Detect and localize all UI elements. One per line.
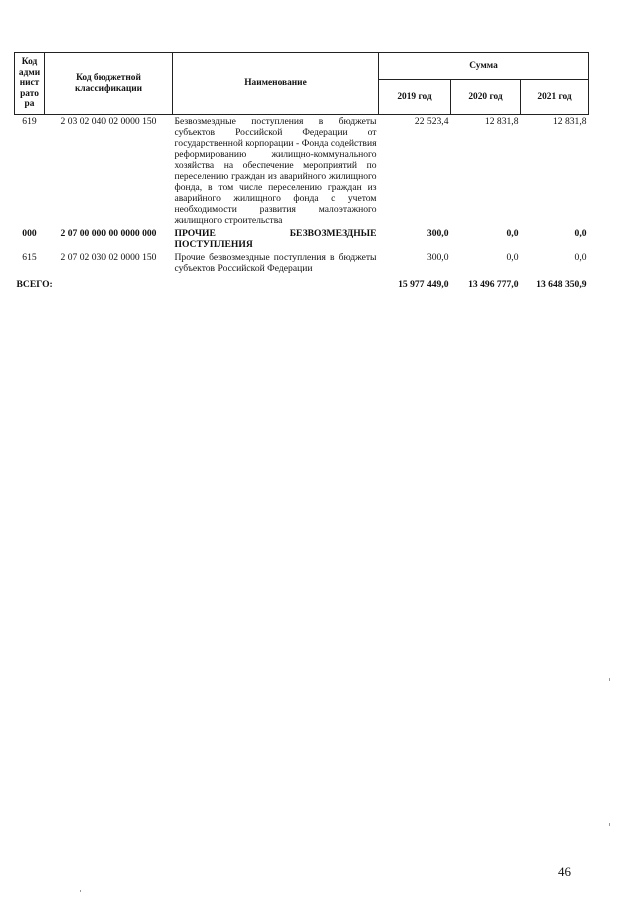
table-row xyxy=(15,115,589,228)
value-2021-cell: 12 831,8 xyxy=(552,116,587,127)
value-2021-cell: 0,0 xyxy=(574,252,587,263)
total-label: ВСЕГО: xyxy=(16,279,53,290)
name-header: Наименование xyxy=(173,53,379,115)
page-number: 46 xyxy=(558,864,571,879)
name-cell: ПРОЧИЕ БЕЗВОЗМЕЗДНЫЕ ПОСТУПЛЕНИЯ xyxy=(174,228,377,250)
total-2019-cell: 15 977 449,0 xyxy=(398,279,449,290)
year-2019-header: 2019 год xyxy=(379,80,451,115)
value-2021-cell: 0,0 xyxy=(574,228,587,239)
name-cell: Безвозмездные поступления в бюджеты субъектов Российской Федерации от государственной корпорации - Фонда содействия реформированию жилищно-коммунального хозяйства на обеспечение мероприятий по переселению граждан из аварийного жилищного фонда, в том числе переселению граждан из аварийного жилищного фонда с учетом необходимости развития малоэтажного жилищного строительства xyxy=(174,116,377,226)
total-2020-cell: 13 496 777,0 xyxy=(468,279,519,290)
budget-revenue-table xyxy=(14,52,589,291)
admin-code-cell: 000 xyxy=(22,228,37,239)
value-2020-cell: 12 831,8 xyxy=(484,116,519,127)
budget-code-cell: 2 07 02 030 02 0000 150 xyxy=(60,252,157,263)
scan-speck xyxy=(80,890,81,892)
budget-code-header: Код бюджетной классификации xyxy=(45,53,173,115)
total-row xyxy=(15,275,589,291)
table-row xyxy=(15,227,589,251)
admin-code-header: Код адми нист рато ра xyxy=(15,53,45,115)
table-row xyxy=(15,251,589,275)
year-2020-header: 2020 год xyxy=(451,80,521,115)
table-header xyxy=(15,53,589,115)
total-2021-cell: 13 648 350,9 xyxy=(536,279,587,290)
budget-page xyxy=(14,52,588,291)
scan-speck xyxy=(609,678,610,681)
table-body xyxy=(15,115,589,292)
value-2020-cell: 0,0 xyxy=(506,252,519,263)
value-2019-cell: 300,0 xyxy=(426,228,449,239)
budget-code-cell: 2 03 02 040 02 0000 150 xyxy=(60,116,157,127)
admin-code-cell: 615 xyxy=(22,252,37,263)
sum-header: Сумма xyxy=(379,53,589,80)
value-2019-cell: 300,0 xyxy=(426,252,449,263)
value-2020-cell: 0,0 xyxy=(506,228,519,239)
value-2019-cell: 22 523,4 xyxy=(414,116,449,127)
budget-code-cell: 2 07 00 000 00 0000 000 xyxy=(60,228,157,239)
name-cell: Прочие безвозмездные поступления в бюджеты субъектов Российской Федерации xyxy=(174,252,377,274)
admin-code-cell: 619 xyxy=(22,116,37,127)
scan-speck xyxy=(609,823,610,826)
year-2021-header: 2021 год xyxy=(521,80,589,115)
